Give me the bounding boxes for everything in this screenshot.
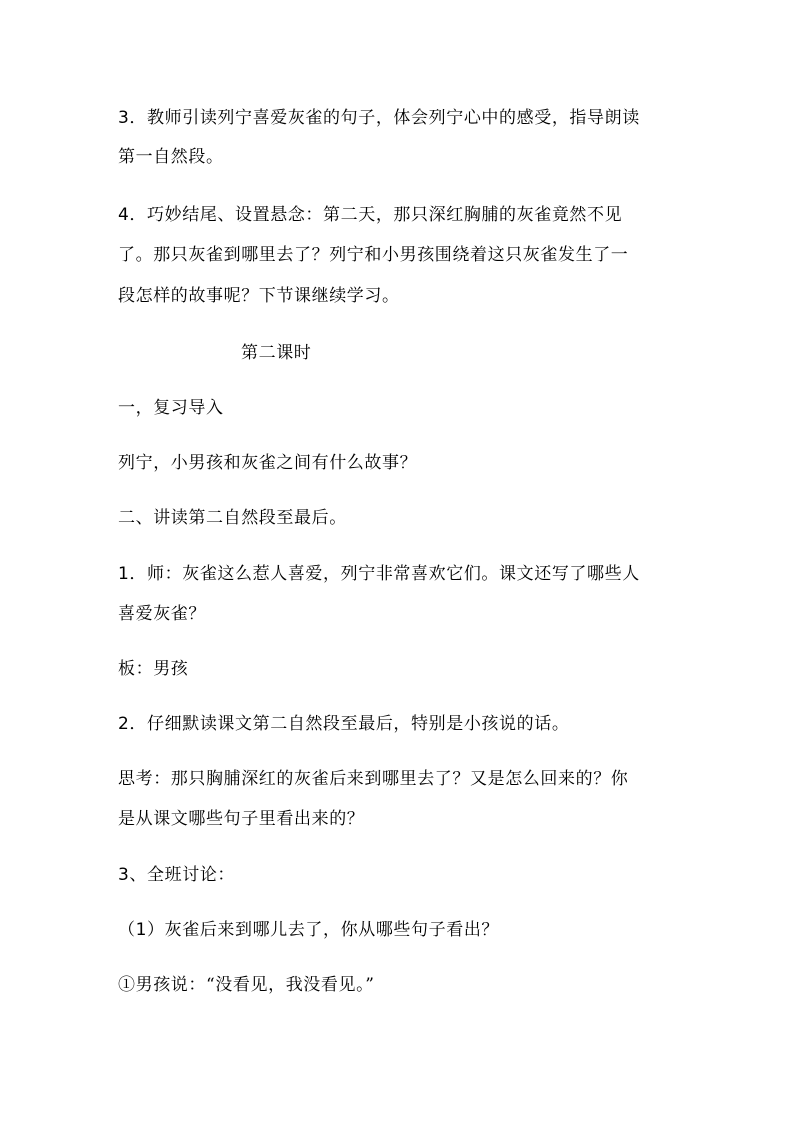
text-line-16: 3、全班讨论： (118, 865, 236, 885)
text-line-10: 1．师：灰雀这么惹人喜爱，列宁非常喜欢它们。课文还写了哪些人 (118, 564, 640, 584)
text-line-1: 3．教师引读列宁喜爱灰雀的句子，体会列宁心中的感受，指导朗读 (118, 108, 640, 128)
text-line-12: 板：男孩 (118, 659, 189, 679)
text-line-17: （1）灰雀后来到哪儿去了，你从哪些句子看出？ (118, 920, 500, 940)
text-line-2: 第一自然段。 (118, 147, 224, 167)
text-line-18: ①男孩说：“没看见，我没看见。” (118, 975, 375, 995)
text-line-13: 2．仔细默读课文第二自然段至最后，特别是小孩说的话。 (118, 714, 570, 734)
text-line-15: 是从课文哪些句子里看出来的？ (118, 809, 365, 829)
text-line-14: 思考：那只胸脯深红的灰雀后来到哪里去了？又是怎么回来的？你 (118, 769, 629, 789)
text-line-4: 了。那只灰雀到哪里去了？列宁和小男孩围绕着这只灰雀发生了一 (118, 245, 629, 265)
text-line-3: 4．巧妙结尾、设置悬念：第二天，那只深红胸脯的灰雀竟然不见 (118, 205, 623, 225)
text-line-7: 一，复习导入 (118, 398, 224, 418)
section-heading: 第二课时 (241, 343, 312, 363)
text-line-9: 二、讲读第二自然段至最后。 (118, 508, 347, 528)
text-line-5: 段怎样的故事呢？下节课继续学习。 (118, 286, 400, 306)
text-line-8: 列宁，小男孩和灰雀之间有什么故事？ (118, 453, 418, 473)
text-line-11: 喜爱灰雀？ (118, 604, 206, 624)
